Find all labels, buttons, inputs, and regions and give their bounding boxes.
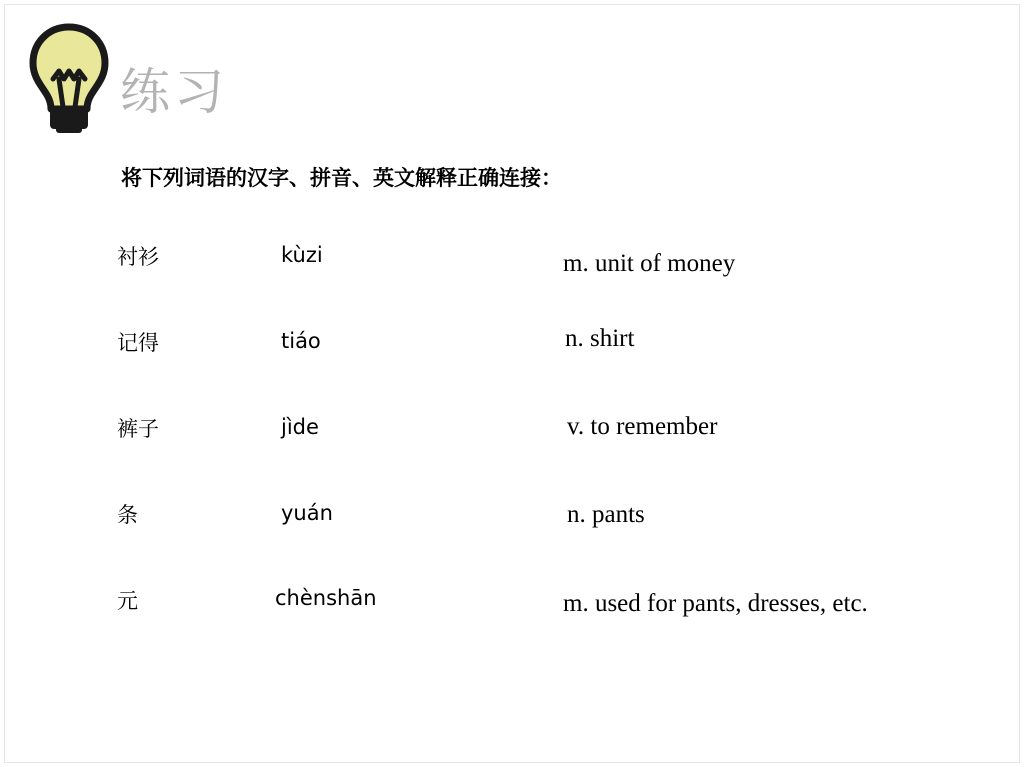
slide [4,4,1020,763]
pinyin-word: kùzi [281,243,323,267]
chinese-word: 衬衫 [117,245,159,269]
instruction-text: 将下列词语的汉字、拼音、英文解释正确连接： [121,166,562,190]
page-title: 练习 [120,63,228,121]
english-definition: m. used for pants, dresses, etc. [563,590,868,617]
chinese-word: 记得 [117,331,159,355]
english-definition: v. to remember [567,413,718,440]
chinese-word: 条 [117,503,138,527]
chinese-word: 元 [117,589,138,613]
pinyin-word: yuán [281,501,333,525]
english-definition: n. pants [567,501,645,528]
english-definition: m. unit of money [563,250,736,277]
chinese-word: 裤子 [117,417,159,441]
pinyin-word: chènshān [275,586,377,610]
lightbulb-icon [29,23,109,135]
english-definition: n. shirt [565,325,635,352]
pinyin-word: tiáo [281,329,321,353]
pinyin-word: jìde [281,415,319,439]
